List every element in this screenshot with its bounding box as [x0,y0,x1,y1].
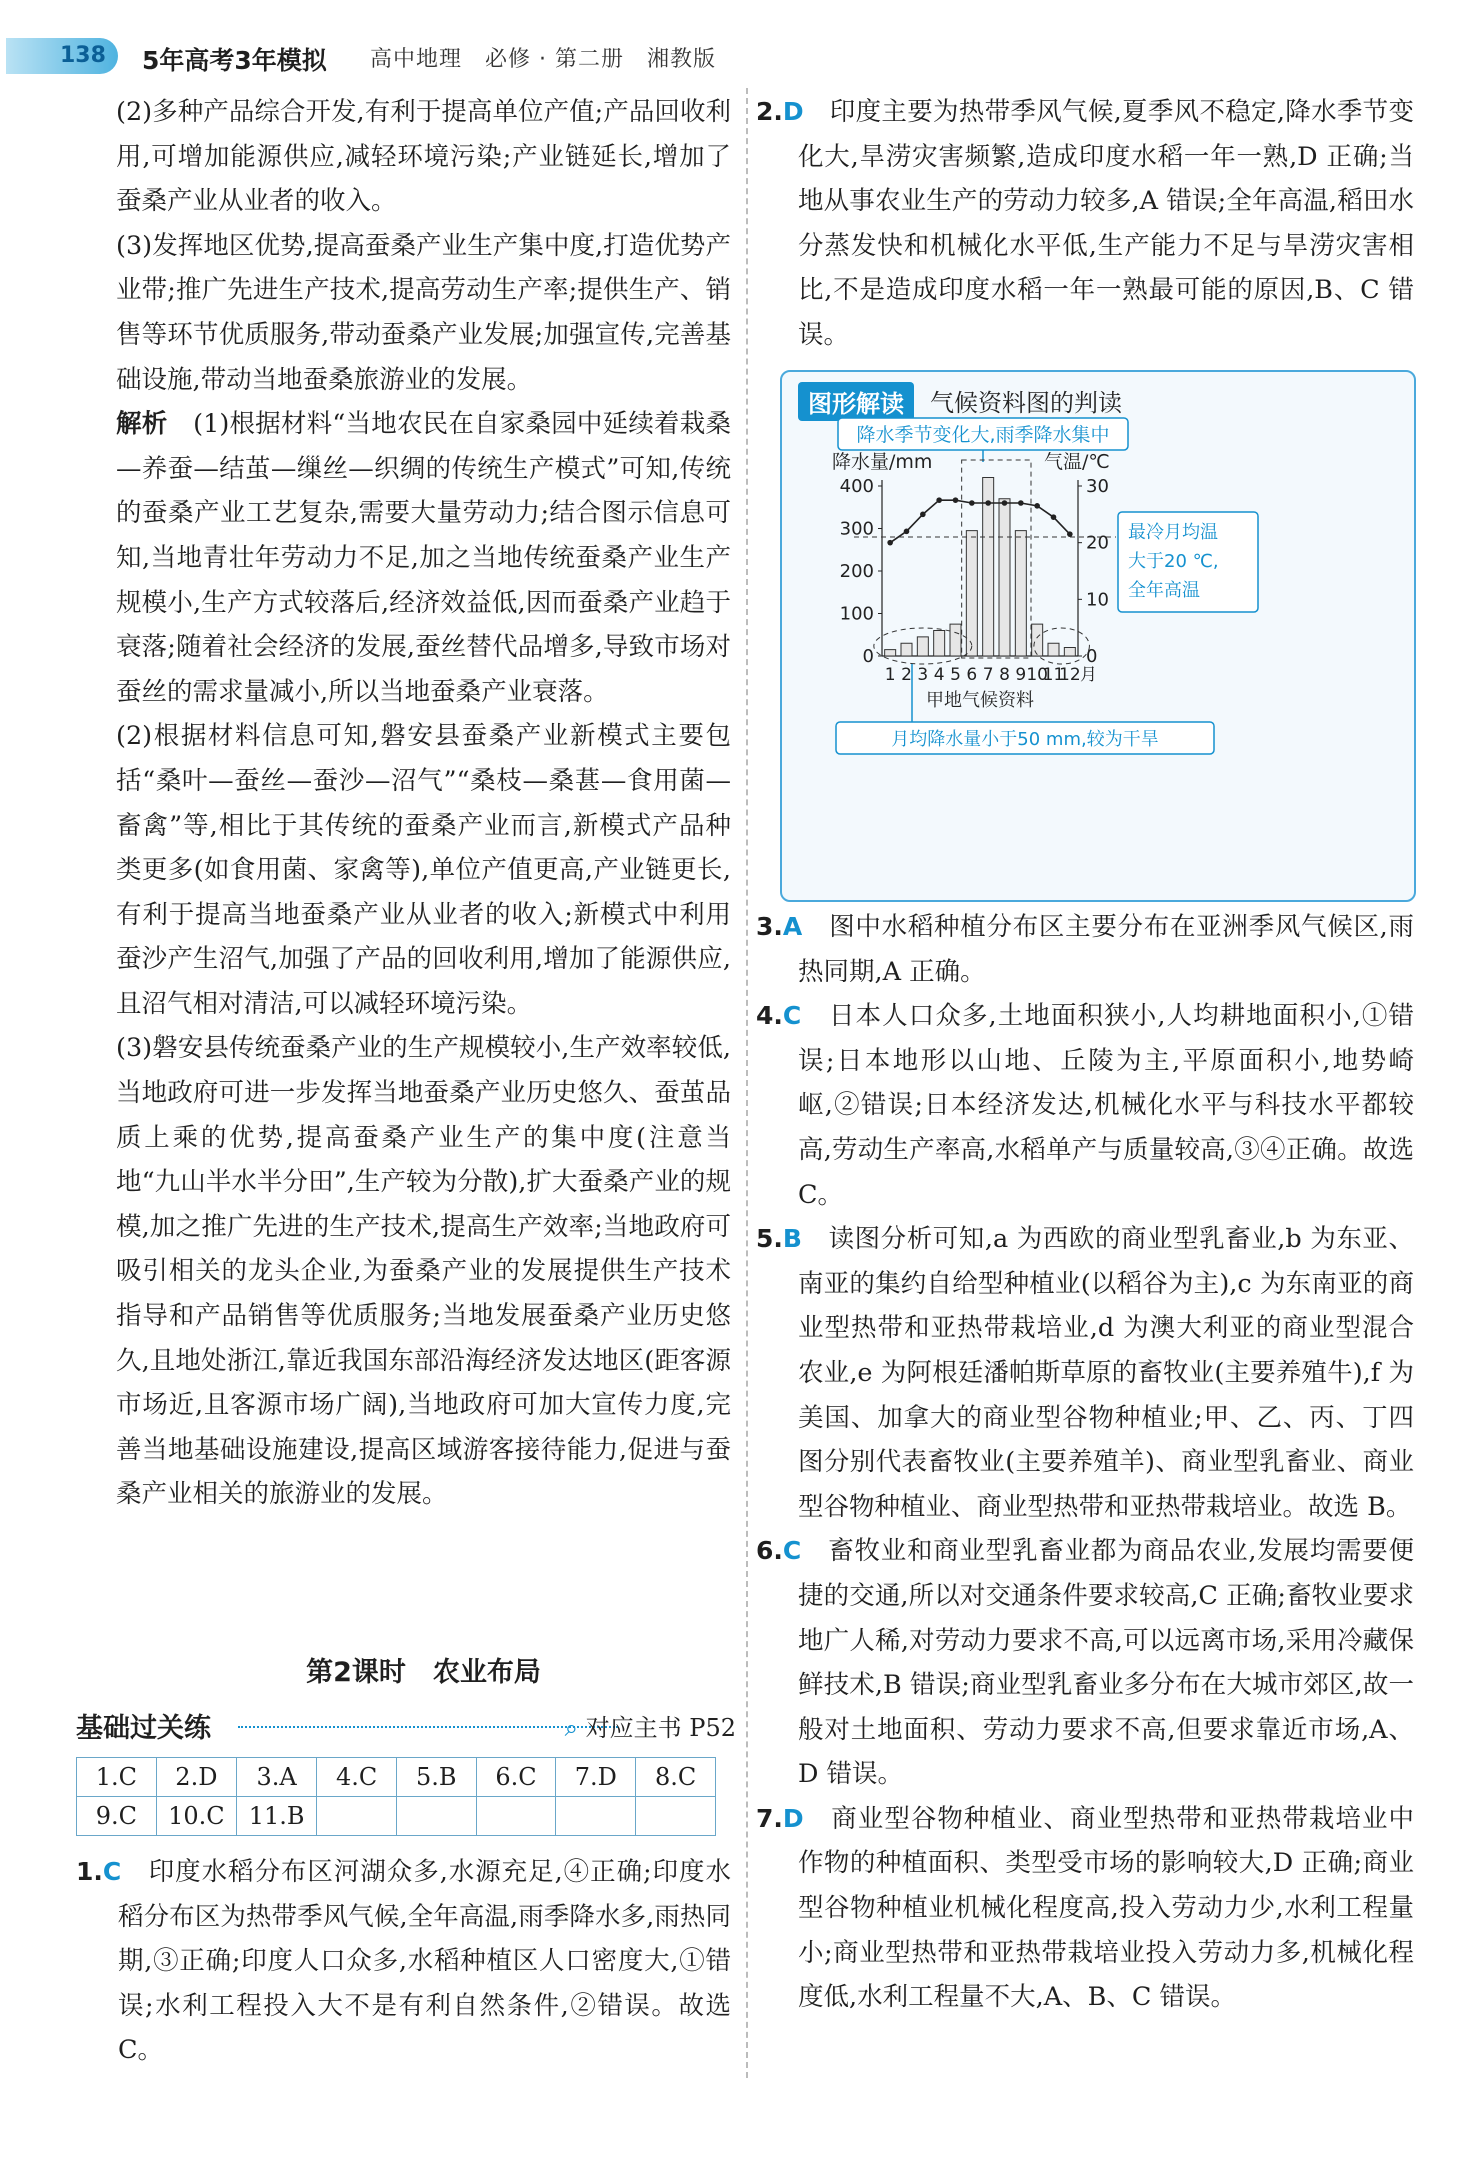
figure-title: 气候资料图的判读 [930,389,1122,417]
left-column [116,90,731,1517]
chart-caption: 甲地气候资料 [926,690,1034,711]
analysis-part-2: (2)根据材料信息可知,磐安县蚕桑产业新模式主要包括“桑叶—蚕丝—蚕沙—沼气”“桑枝—桑葚—食用菌—畜禽”等,相比于其传统的蚕桑产业而言,新模式产品种类更多(如食用菌、家禽等),单位产值更高,产业链更长,有利于提高当地蚕桑产业从业者的收入;新模式中利用蚕沙产生沼气,加强了产品的回收利用,增加了能源供应,且沼气相对清洁,可以减轻环境污染。 [116,721,731,1019]
question-explanation: 畜牧业和商业型乳畜业都为商品农业,发展均需要便捷的交通,所以对交通条件要求较高,C 正确;畜牧业要求地广人稀,对劳动力要求不高,可以远离市场,采用冷藏保鲜技术,B 错误;商业型乳畜业多分布在大城市郊区,故一般对土地面积、劳动力要求不高,但要求靠近市场,A、D 错误。 [798,1536,1414,1790]
question-answer: A [782,912,803,941]
answer-cell [317,1797,397,1836]
question-answer: B [782,1224,802,1254]
right-axis-title: 气温/℃ [1044,451,1110,473]
annotation-bottom: 月均降水量小于50 mm,较为干旱 [891,729,1159,750]
question-number: 6. [756,1536,783,1566]
left-tick-label: 0 [862,646,874,667]
right-tick-label: 10 [1086,589,1109,611]
question-number: 7. [756,1803,783,1833]
left-tick-label: 100 [839,603,874,625]
answer-cell: 7.D [556,1758,636,1797]
question-number: 4. [756,1001,783,1031]
answer-cell: 5.B [396,1758,476,1797]
question-explanation: 读图分析可知,a 为西欧的商业型乳畜业,b 为东亚、南亚的集约自给型种植业(以稻谷为主),c 为东南亚的商业型热带和亚热带栽培业,d 为澳大利亚的商业型混合农业,e 为阿根廷潘帕斯草原的畜牧业(主要养殖牛),f 为美国、加拿大的商业型谷物种植业;甲、乙、丙、丁四图分别代表畜牧业(主要养殖羊)、商业型乳畜业、商业型谷物种植业、商业型热带和亚热带栽培业。故选 B。 [798,1224,1414,1522]
figure-label: 图形解读 [798,382,914,421]
temperature-point-8 [1002,500,1008,506]
precip-bar-11 [1048,643,1059,656]
month-label: 4 [933,665,945,685]
month-label: 8 [999,665,1010,685]
section-title: 基础过关练 [76,1713,211,1744]
question-explanation: 日本人口众多,土地面积狭小,人均耕地面积小,①错误;日本地形以山地、丘陵为主,平原面积小,地势崎岖,②错误;日本经济发达,机械化水平与科技水平都较高,劳动生产率高,水稻单产与质量较高,③④正确。故选 C。 [798,1001,1414,1210]
question-explanation: 印度水稻分布区河湖众多,水源充足,④正确;印度水稻分布区为热带季风气候,全年高温,雨季降水多,雨热同期,③正确;印度人口众多,水稻种植区人口密度大,①错误;水利工程投入大不是有利自然条件,②错误。故选 C。 [118,1857,731,2066]
temperature-point-11 [1051,514,1057,520]
temperature-point-3 [920,512,926,518]
right-column [756,90,1414,358]
book-title: 5年高考3年模拟 [142,46,327,75]
analysis-label: 解析 [116,409,168,440]
answer-cell [396,1797,476,1836]
precip-bar-2 [901,643,912,656]
question-answer: C [782,1536,802,1566]
analysis-part-1 [116,402,731,714]
answer-table [76,1757,716,1836]
lesson-title: 第2课时 农业布局 [306,1657,541,1688]
temperature-point-4 [936,497,942,503]
answer-cell [636,1797,716,1836]
question-number: 2. [756,97,783,126]
search-icon: ⌕ [564,1714,579,1742]
section-rule [238,1726,618,1728]
page-number: 138 [60,43,106,68]
left-axis-title: 降水量/mm [832,451,933,473]
right-tick-label: 20 [1086,532,1109,554]
question-explanation: 印度主要为热带季风气候,夏季风不稳定,降水季节变化大,旱涝灾害频繁,造成印度水稻一年一熟,D 正确;当地从事农业生产的劳动力较多,A 错误;全年高温,稻田水分蒸发快和机械化水平低,生产能力不足与旱涝灾害相比,不是造成印度水稻一年一熟最可能的原因,B、C 错误。 [798,97,1414,350]
answer-cell [556,1797,636,1836]
answer-row-1 [77,1758,716,1797]
question-answer: D [782,97,804,126]
temperature-point-10 [1034,503,1040,509]
month-label: 12 [1059,665,1081,685]
answer-part-3: (3)发挥地区优势,提高蚕桑产业生产集中度,打造优势产业带;推广先进生产技术,提高劳动生产率;提供生产、销售等环节优质服务,带动蚕桑产业发展;加强宣传,完善基础设施,带动当地蚕桑旅游业的发展。 [116,230,731,395]
page-header [0,38,1476,78]
question-number: 5. [756,1224,783,1254]
book-reference-text: 对应主书 P52 [585,1714,736,1742]
right-questions [756,905,1414,2020]
question-answer: D [782,1803,804,1833]
month-label: 2 [901,665,912,685]
temperature-point-2 [904,529,910,535]
annotation-right-line-1: 最冷月均温 [1128,522,1218,543]
question-answer: C [782,1001,802,1031]
month-label: 5 [950,665,961,685]
answer-cell: 2.D [156,1758,236,1797]
precip-bar-8 [999,499,1010,656]
temperature-point-6 [969,500,975,506]
temperature-point-12 [1067,531,1073,537]
question-number: 1. [76,1857,103,1886]
question-5-text [756,1217,1414,1529]
answer-cell: 4.C [317,1758,397,1797]
answer-cell: 3.A [236,1758,316,1797]
question-3-text [756,905,1414,994]
answer-cell: 1.C [77,1758,157,1797]
question-number: 3. [756,912,783,941]
question-6-text [756,1529,1414,1797]
left-tick-label: 300 [839,518,874,540]
right-tick-label: 30 [1086,476,1109,497]
month-label: 3 [917,665,929,685]
answer-cell: 6.C [476,1758,556,1797]
annotation-top: 降水季节变化大,雨季降水集中 [856,424,1110,446]
book-subtitle: 高中地理 必修 · 第二册 湘教版 [370,47,716,72]
answer-part-2: (2)多种产品综合开发,有利于提高单位产值;产品回收利用,可增加能源供应,减轻环境污染;产业链延长,增加了蚕桑产业从业者的收入。 [116,97,731,217]
question-7-text [756,1797,1414,2020]
answer-cell: 10.C [156,1797,236,1836]
question-2-text [756,90,1414,358]
precip-bar-5 [950,624,961,656]
month-label: 6 [966,665,978,685]
book-reference [565,1708,736,1743]
climate-chart [782,372,1414,900]
climate-figure [780,370,1416,902]
precip-bar-10 [1032,624,1043,656]
month-label: 10 [1026,665,1048,685]
precip-bar-1 [885,650,896,656]
annotation-right-line-3: 全年高温 [1128,580,1200,601]
right-tick-label: 0 [1086,646,1098,667]
answer-cell [476,1797,556,1836]
left-tick-label: 200 [839,561,874,582]
month-label: 7 [982,665,994,685]
answer-cell: 9.C [77,1797,157,1836]
section-jichu [76,1706,736,1744]
left-tick-label: 400 [839,476,874,497]
precip-bar-9 [1015,531,1026,656]
temperature-point-5 [953,497,959,503]
answer-row-2 [77,1797,716,1836]
analysis-text-1: (1)根据材料“当地农民在自家桑园中延续着栽桑—养蚕—结茧—缫丝—织绸的传统生产模式”可知,传统的蚕桑产业工艺复杂,需要大量劳动力;结合图示信息可知,当地青壮年劳动力不足,加之当地传统蚕桑产业生产规模小,生产方式较落后,经济效益低,因而蚕桑产业趋于衰落;随着社会经济的发展,蚕丝替代品增多,导致市场对蚕丝的需求量减小,所以当地蚕桑产业衰落。 [116,409,731,707]
month-label: 9 [1015,665,1027,685]
question-explanation: 商业型谷物种植业、商业型热带和亚热带栽培业中作物的种植面积、类型受市场的影响较大,D 正确;商业型谷物种植业机械化程度高,投入劳动力少,水利工程量小;商业型热带和亚热带栽培业投入劳动力多,机械化程度低,水利工程量不大,A、B、C 错误。 [798,1803,1414,2013]
answer-cell: 8.C [636,1758,716,1797]
column-divider [746,88,748,2078]
question-answer: C [102,1857,122,1886]
precip-bar-4 [934,631,945,657]
question-4-text [756,994,1414,1217]
precip-bar-12 [1064,648,1075,657]
question-1-text [76,1850,731,2073]
precip-bar-3 [917,637,928,656]
annotation-right-line-2: 大于20 ℃, [1128,551,1219,572]
temperature-line [890,500,1070,543]
temperature-point-7 [985,500,991,506]
question-explanation: 图中水稻种植分布区主要分布在亚洲季风气候区,雨热同期,A 正确。 [798,912,1414,987]
analysis-part-3: (3)磐安县传统蚕桑产业的生产规模较小,生产效率较低,当地政府可进一步发挥当地蚕桑产业历史悠久、蚕茧品质上乘的优势,提高蚕桑产业生产的集中度(注意当地“九山半水半分田”,生产较为分散),扩大蚕桑产业的规模,加之推广先进的生产技术,提高生产效率;当地政府可吸引相关的龙头企业,为蚕桑产业的发展提供生产技术指导和产品销售等优质服务;当地发展蚕桑产业历史悠久,且地处浙江,靠近我国东部沿海经济发达地区(距客源市场近,且客源市场广阔),当地政府可加大宣传力度,完善当地基础设施建设,提高区域游客接待能力,促进与蚕桑产业相关的旅游业的发展。 [116,1033,731,1510]
answer-cell: 11.B [236,1797,316,1836]
temperature-point-1 [887,540,893,546]
month-label: 1 [884,665,896,685]
precip-bar-6 [966,531,977,656]
temperature-point-9 [1018,500,1024,506]
month-label: 11 [1042,665,1065,685]
question-1 [76,1850,731,2073]
month-unit: 月 [1080,665,1097,685]
